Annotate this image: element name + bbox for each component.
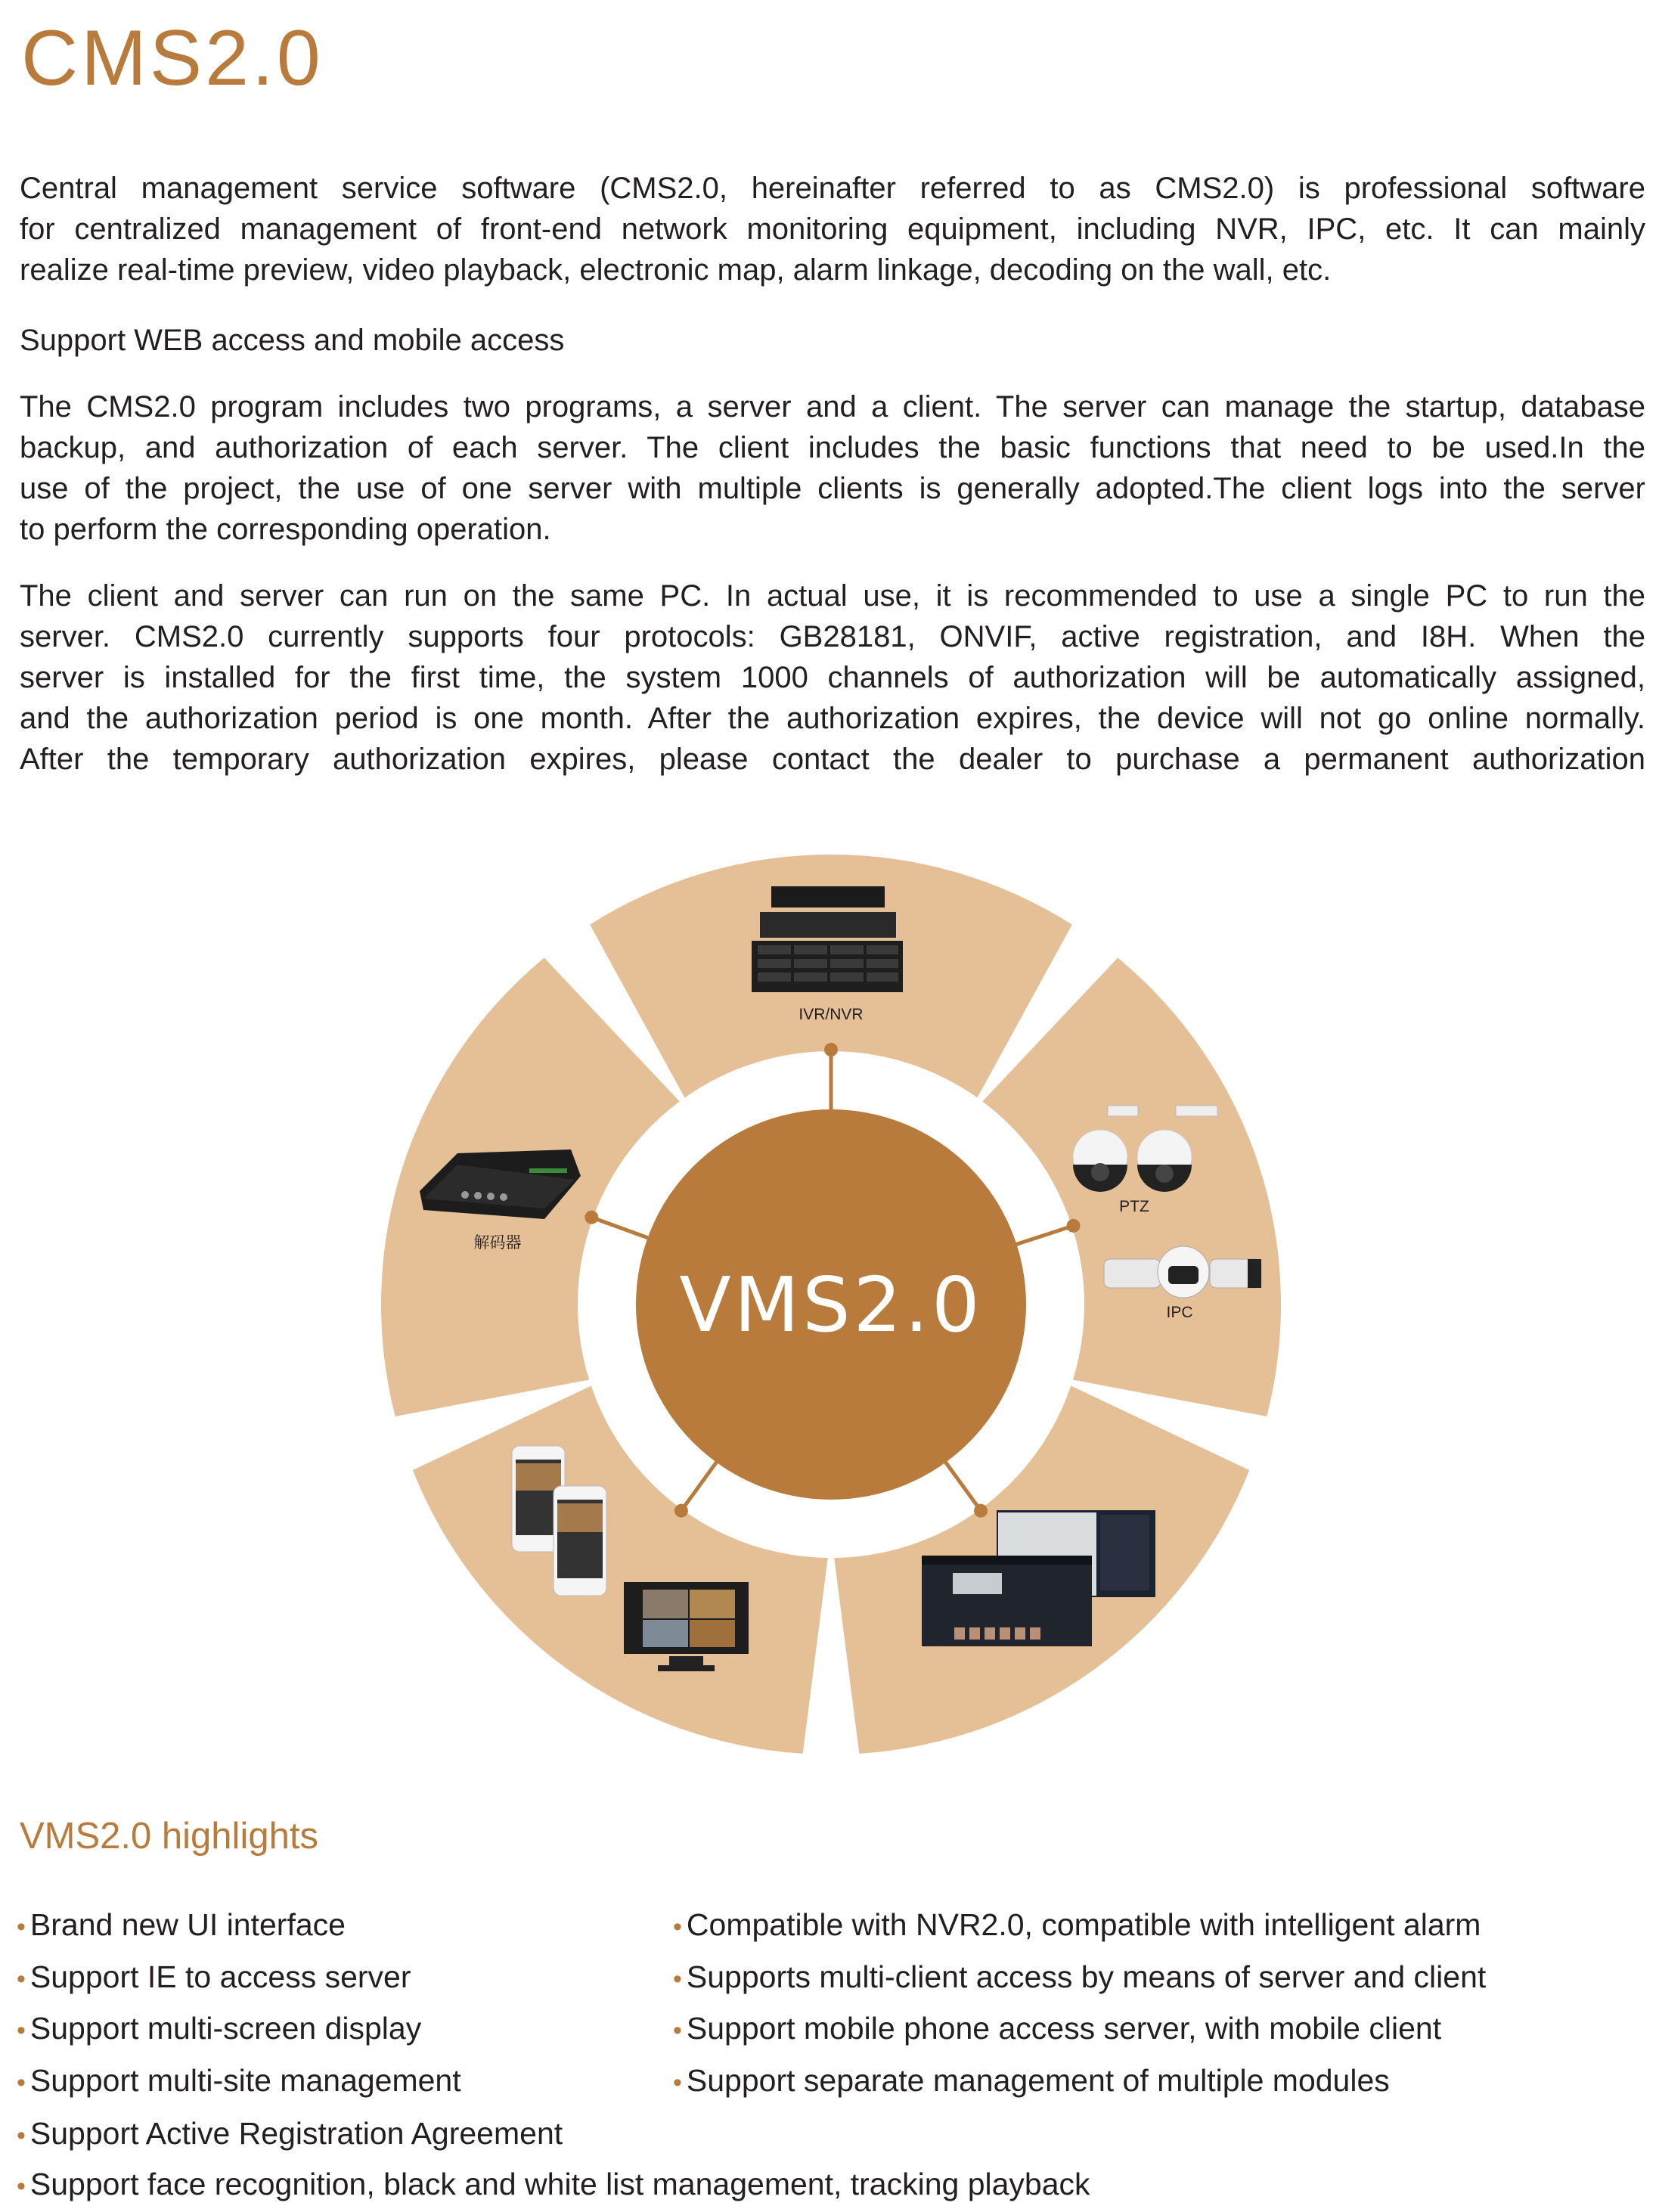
decoder-label: 解码器 [473, 1234, 522, 1252]
highlight-text: Brand new UI interface [29, 1907, 346, 1942]
text-line: realize real-time preview, video playback, electronic map, alarm linkage, decoding on the wall, etc. [20, 253, 1332, 287]
highlight-text: Support Active Registration Agreement [29, 2116, 563, 2151]
text-line: server. CMS2.0 currently supports four protocols: GB28181, ONVIF, active registration, and I8H. When the [20, 620, 1645, 653]
text-line: Central management service software (CMS2.0, hereinafter referred to as CMS2.0) is professional software [20, 172, 1645, 205]
center-label: VMS2.0 [679, 1261, 983, 1349]
highlight-item [17, 2011, 421, 2046]
connector-line [944, 1460, 981, 1510]
bullet-icon: • [673, 1965, 682, 1993]
bullet-icon: • [17, 2016, 26, 2045]
highlight-text: Support IE to access server [29, 1959, 411, 1994]
highlight-item [673, 2011, 1441, 2046]
nvr-label: IVR/NVR [798, 1006, 864, 1023]
highlight-text: Support mobile phone access server, with mobile client [686, 2011, 1442, 2046]
highlight-text: Support separate management of multiple modules [686, 2063, 1390, 2098]
highlight-item [17, 2167, 1090, 2202]
connector-line [591, 1218, 650, 1239]
highlight-item [673, 2063, 1390, 2099]
bullet-icon: • [17, 1965, 26, 1993]
bullet-icon: • [17, 2121, 26, 2150]
highlight-item [17, 2063, 461, 2099]
text-line: server is installed for the first time, the system 1000 channels of authorization will be automatically assigned, [20, 661, 1645, 694]
highlight-text: Compatible with NVR2.0, compatible with intelligent alarm [686, 1907, 1481, 1942]
page-title: CMS2.0 [21, 14, 324, 102]
highlights-heading: VMS2.0 highlights [20, 1816, 318, 1857]
ptz-label: PTZ [1119, 1198, 1149, 1215]
highlight-text: Support multi-screen display [29, 2011, 422, 2046]
highlight-item [17, 1959, 411, 1995]
text-line: backup, and authorization of each server. The client includes the basic functions that need to be used.In the [20, 431, 1645, 464]
text-line: The CMS2.0 program includes two programs, a server and a client. The server can manage the startup, database [20, 390, 1645, 423]
highlight-item [673, 1907, 1481, 1943]
bullet-icon: • [673, 1913, 682, 1941]
text-line: for centralized management of front-end network monitoring equipment, including NVR, IPC, etc. It can mainly [20, 213, 1645, 246]
segment-cameras [982, 958, 1281, 1416]
highlight-item [17, 2116, 563, 2152]
highlight-text: Supports multi-client access by means of server and client [686, 1959, 1487, 1994]
connector-dot [1067, 1219, 1081, 1233]
bullet-icon: • [673, 2068, 682, 2097]
text-line: Support WEB access and mobile access [20, 324, 565, 357]
text-line: After the temporary authorization expires, please contact the dealer to purchase a permanent authorization [20, 743, 1645, 776]
text-line: use of the project, the use of one server with multiple clients is generally adopted.The client logs into the server [20, 472, 1645, 505]
connector-line [681, 1460, 718, 1510]
connector-line [1015, 1226, 1074, 1245]
ipc-label: IPC [1166, 1304, 1193, 1321]
highlight-item [17, 1907, 346, 1943]
bullet-icon: • [17, 1913, 26, 1941]
bullet-icon: • [17, 2172, 26, 2201]
connector-dot [674, 1504, 688, 1518]
text-line: and the authorization period is one month. After the authorization expires, the device will not go online normally. [20, 702, 1645, 735]
connector-dot [585, 1211, 598, 1224]
connector-dot [974, 1504, 988, 1518]
highlight-item [673, 1959, 1486, 1995]
connector-dot [824, 1043, 838, 1056]
highlight-text: Support face recognition, black and white list management, tracking playback [29, 2167, 1090, 2201]
bullet-icon: • [17, 2068, 26, 2097]
text-line: to perform the corresponding operation. [20, 513, 551, 546]
text-line: The client and server can run on the same PC. In actual use, it is recommended to use a single PC to run the [20, 579, 1645, 613]
bullet-icon: • [673, 2016, 682, 2045]
highlight-text: Support multi-site management [29, 2063, 461, 2098]
